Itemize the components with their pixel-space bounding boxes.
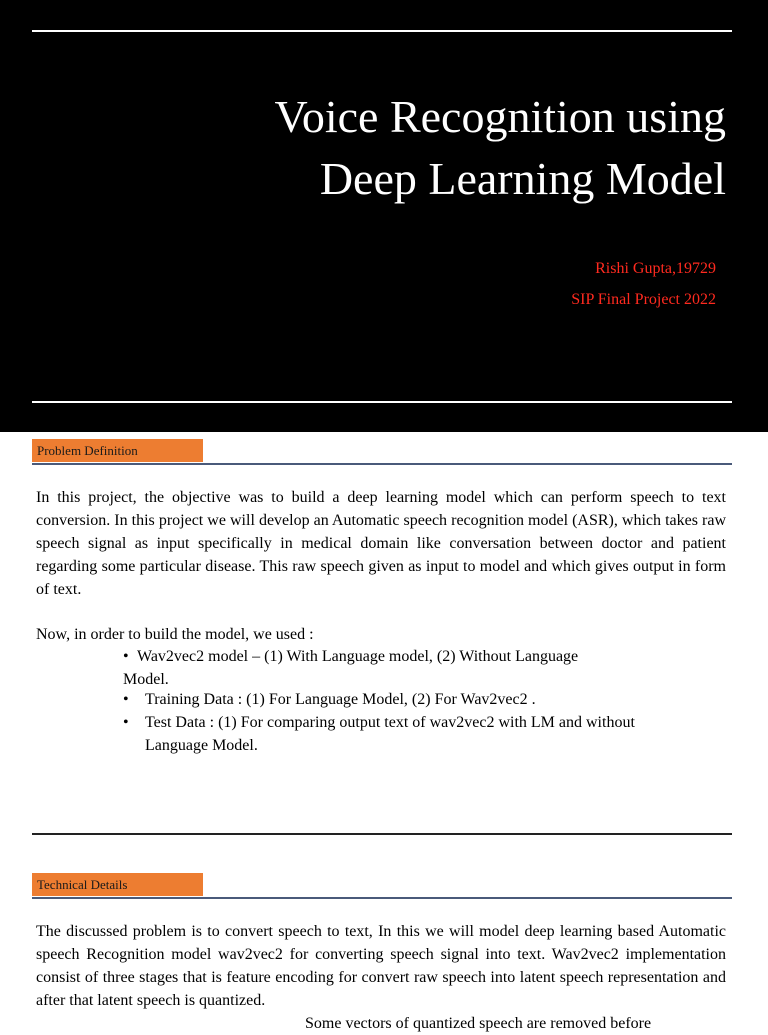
list-item-continuation: Language Model.	[145, 737, 258, 754]
list-item	[123, 711, 635, 734]
bullet-text: Training Data : (1) For Language Model, (2) For Wav2vec2 .	[145, 691, 536, 708]
title-line-2: Deep Learning Model	[319, 153, 726, 204]
title-slide	[0, 0, 768, 432]
bullet-icon: •	[123, 648, 129, 665]
top-divider	[32, 30, 732, 32]
project-name: SIP Final Project 2022	[571, 291, 716, 308]
bullet-icon: •	[123, 714, 129, 731]
technical-trailing-text: Some vectors of quantized speech are removed before	[305, 1015, 652, 1032]
bottom-divider	[32, 401, 732, 403]
technical-divider	[32, 897, 732, 899]
problem-paragraph: In this project, the objective was to build a deep learning model which can perform speech to text conversion. In this project we will develop an Automatic speech recognition model (ASR), which takes raw speech signal as input specifically in medical domain like conversation between doctor and patient regarding some particular disease. This raw speech given as input to model and which gives output in form of text.	[36, 489, 726, 598]
technical-details-label: Technical Details	[32, 873, 203, 896]
list-item	[123, 688, 536, 711]
problem-divider	[32, 463, 732, 465]
bullet-text: Wav2vec2 model – (1) With Language model, (2) Without Language	[137, 648, 579, 665]
bullet-icon: •	[123, 691, 129, 708]
problem-definition-label: Problem Definition	[32, 439, 203, 462]
title-line-1: Voice Recognition using	[274, 91, 726, 142]
bullet-text: Test Data : (1) For comparing output text of wav2vec2 with LM and without	[145, 714, 635, 731]
list-item	[123, 645, 578, 668]
technical-paragraph: The discussed problem is to convert speech to text, In this we will model deep learning based Automatic speech Recognition model wav2vec2 for converting speech signal into text. Wav2vec2 implementation consist of three stages that is feature encoding for convert raw speech into latent speech representation and after that latent speech is quantized.	[36, 923, 726, 1009]
slide-divider	[32, 833, 732, 835]
slide-title	[106, 86, 726, 210]
list-item-continuation: Model.	[123, 671, 169, 688]
problem-intro: Now, in order to build the model, we used :	[36, 626, 314, 643]
author-name: Rishi Gupta,19729	[595, 260, 716, 277]
